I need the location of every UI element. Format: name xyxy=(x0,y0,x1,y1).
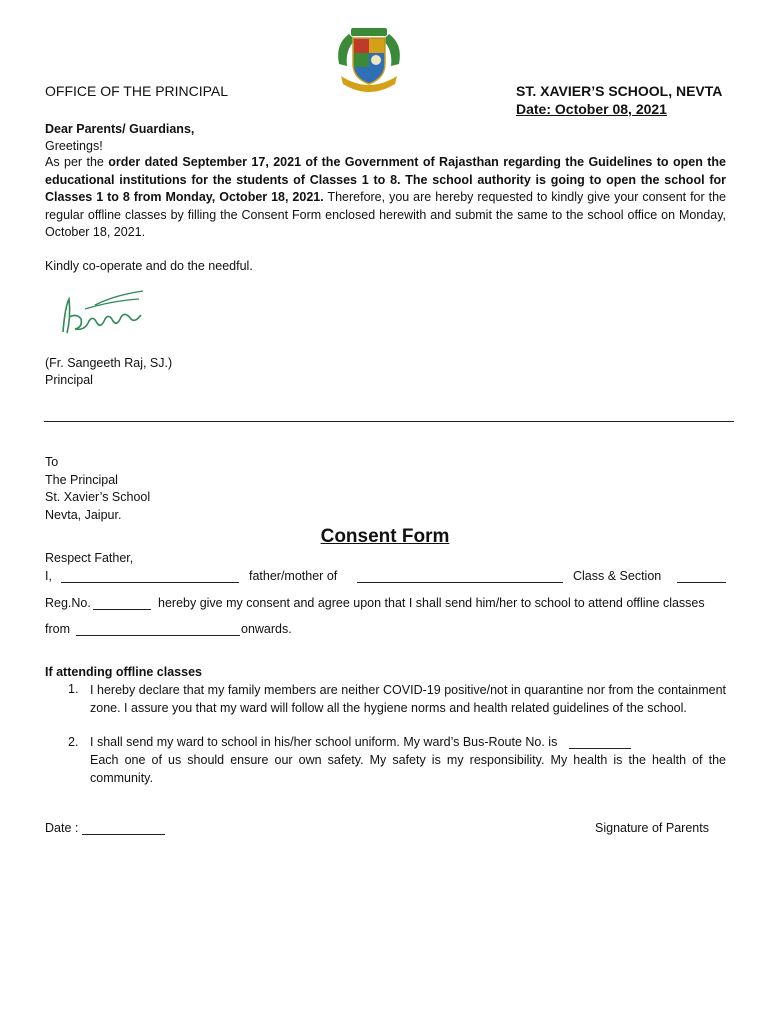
address-line-2: St. Xavier’s School xyxy=(45,490,151,504)
parent-label: father/mother of xyxy=(249,569,338,583)
date-label: Date : xyxy=(45,821,79,835)
regno-field[interactable] xyxy=(93,597,151,610)
onwards-label: onwards. xyxy=(241,622,292,636)
office-heading: OFFICE OF THE PRINCIPAL xyxy=(45,83,229,99)
parent-signature-label: Signature of Parents xyxy=(595,821,709,835)
declaration-item-1: I hereby declare that my family members are neither COVID-19 positive/not in quarantine nor from the containment zone. I assure you that my ward will follow all the hygiene norms and health related guidelines of the school. xyxy=(90,683,726,715)
school-logo xyxy=(331,24,407,94)
body-order-details: order dated September 17, 2021 of the Government of Rajasthan regarding the Guidelines to open the educational institutions for the students of Classes 1 to 8. The school authority is going to open the school for Classes 1 to 8 from Monday, October 18, 2021. xyxy=(45,155,726,204)
respect-line: Respect Father, xyxy=(45,551,134,565)
signatory-name: (Fr. Sangeeth Raj, SJ.) xyxy=(45,356,173,370)
regno-label: Reg.No. xyxy=(45,596,91,610)
closing-line: Kindly co-operate and do the needful. xyxy=(45,259,253,273)
class-section-label: Class & Section xyxy=(573,569,662,583)
section-divider xyxy=(44,421,734,422)
school-name: ST. XAVIER’S SCHOOL, NEVTA xyxy=(516,83,723,99)
from-date-field[interactable] xyxy=(76,623,240,636)
body-intro: As per the xyxy=(45,155,109,169)
salutation: Dear Parents/ Guardians, xyxy=(45,122,195,136)
greeting: Greetings! xyxy=(45,139,103,153)
declaration-item-2: I shall send my ward to school in his/her school uniform. My ward’s Bus-Route No. is xyxy=(90,735,558,749)
letter-body xyxy=(45,154,726,242)
i-label: I, xyxy=(45,569,52,583)
consent-text: hereby give my consent and agree upon that I shall send him/her to school to attend offline classes xyxy=(158,596,705,610)
item-2-number: 2. xyxy=(68,735,79,749)
class-section-field[interactable] xyxy=(677,570,726,583)
safety-statement: Each one of us should ensure our own safety. My safety is my responsibility. My health is the health of the community. xyxy=(90,753,726,785)
from-label: from xyxy=(45,622,70,636)
address-line-1: The Principal xyxy=(45,473,118,487)
parent-name-field[interactable] xyxy=(61,570,239,583)
address-line-3: Nevta, Jaipur. xyxy=(45,508,122,522)
signatory-title: Principal xyxy=(45,373,93,387)
body-request: Therefore, you are hereby requested to kindly give your consent for the regular offline classes by filling the Consent Form enclosed herewith and submit the same to the school office on Monday, October 18, 2021. xyxy=(45,190,727,239)
item-1-number: 1. xyxy=(68,682,79,696)
student-name-field[interactable] xyxy=(357,570,563,583)
principal-signature xyxy=(55,287,155,342)
offline-heading: If attending offline classes xyxy=(45,665,202,679)
letter-date: Date: October 08, 2021 xyxy=(516,101,667,117)
form-title: Consent Form xyxy=(320,526,450,547)
date-field[interactable] xyxy=(82,822,165,835)
address-to: To xyxy=(45,455,59,469)
bus-route-field[interactable] xyxy=(569,736,631,749)
